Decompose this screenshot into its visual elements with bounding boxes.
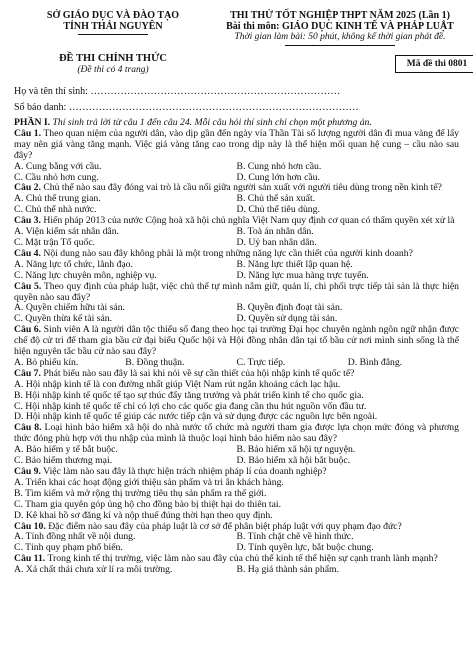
answer-option: D. Bình đẳng.: [347, 356, 403, 368]
question-text: Theo quan niệm của người dân, vào dịp gần đến ngày vía Thần Tài số lượng người dân đi mua vàng để lấy may nên giá vàng tăng mạnh. Việc giá vàng tăng cao trong dịp này là thể hiện mối quan hệ cung – cầu nào sau đây?: [14, 127, 459, 161]
answer-option: A. Quyền chiếm hữu tài sản.: [14, 302, 125, 314]
exam-time: Thời gian làm bài: 50 phút, không kể thời gian phát đề.: [234, 32, 446, 42]
question-8: [14, 423, 459, 467]
question-10: [14, 522, 459, 555]
question-number: Câu 8.: [14, 422, 42, 434]
question-9: [14, 467, 459, 522]
question-number: Câu 7.: [14, 367, 41, 379]
answer-option: D. Bảo hiểm xã hội bắt buộc.: [236, 455, 351, 467]
question-7: [14, 369, 459, 424]
exam-header: [14, 0, 468, 86]
question-5: [14, 282, 459, 326]
header-left: [28, 10, 198, 76]
answer-option: A. Chủ thể trung gian.: [14, 193, 101, 205]
header-left-divider: [78, 34, 148, 35]
department-name: SỞ GIÁO DỤC VÀ ĐÀO TẠO: [46, 10, 180, 21]
question-number: Câu 11.: [14, 553, 46, 565]
answer-option: C. Tham gia quyên góp ủng hộ cho đồng bào bị thiệt hại do thiên tai.: [14, 498, 281, 510]
answer-option: D. Hội nhập kinh tế quốc tế giúp các nước tiếp cận và sử dụng được các nguồn lực bên ngoài.: [14, 411, 378, 423]
page-count: (Đề thi có 4 trang): [77, 65, 149, 75]
answer-option: B. Hạ giá thành sản phẩm.: [236, 564, 340, 576]
question-text: Việc làm nào sau đây là thực hiện trách nhiệm pháp lí của doanh nghiệp?: [40, 466, 327, 477]
question-11: [14, 554, 459, 576]
answer-option: B. Bảo hiểm xã hội tự nguyện.: [236, 444, 356, 456]
answer-option: A. Năng lực tổ chức, lãnh đạo.: [14, 258, 133, 270]
answer-option: C. Hội nhập kinh tế quốc tế chỉ có lợi cho các quốc gia đang cần thu hút nguồn vốn đầu tư.: [14, 400, 367, 412]
question-text: Loại hình bảo hiểm xã hội do nhà nước tổ chức mà người tham gia được lựa chọn mức đóng và phương thức đóng phù hợp với thu nhập của mình là thuộc loại hình bảo hiểm nào sau đây?: [14, 422, 459, 445]
question-number: Câu 6.: [14, 324, 42, 336]
answer-option: D. Uỷ ban nhân dân.: [236, 236, 317, 248]
answer-option: A. Xả chất thải chưa xử lí ra môi trường.: [14, 564, 173, 576]
answer-option: D. Chủ thể tiêu dùng.: [236, 204, 320, 216]
question-text: Phát biểu nào sau đây là sai khi nói về sự cần thiết của hội nhập kinh tế quốc tế?: [40, 367, 355, 379]
candidate-name-line: Họ và tên thí sinh: …………………………………………………………………: [14, 86, 341, 97]
question-text: Nội dung nào sau đây không phải là một trong những năng lực cần thiết của người kinh doanh?: [40, 247, 413, 259]
answer-options-row: [14, 162, 459, 173]
answer-option: B. Đồng thuận.: [125, 356, 185, 368]
question-number: Câu 3.: [14, 215, 41, 227]
answer-option: C. Năng lực chuyên môn, nghiệp vụ.: [14, 269, 157, 281]
answer-option: B. Cung nhỏ hơn cầu.: [236, 160, 322, 172]
question-stem: [14, 423, 459, 445]
answer-option: D. Tính quyền lực, bắt buộc chung.: [236, 542, 374, 554]
question-text: Hiến pháp 2013 của nước Cộng hoà xã hội chủ nghĩa Việt Nam quy định cơ quan có thẩm quyền xét xử là: [40, 215, 455, 227]
question-number: Câu 10.: [14, 520, 46, 532]
answer-option: D. Năng lực mua hàng trực tuyến.: [236, 269, 369, 281]
question-list: [14, 129, 459, 576]
candidate-id-line: Số báo danh: ……………………………………………………………………………: [14, 102, 359, 113]
answer-option: B. Hội nhập kinh tế quốc tế tạo sự thúc đẩy tăng trưởng và phát triển kinh tế cho quốc gia.: [14, 389, 364, 401]
answer-option: A. Triển khai các hoạt động giới thiệu sản phẩm và tri ân khách hàng.: [14, 476, 284, 488]
question-4: [14, 249, 459, 282]
answer-option: C. Cầu nhỏ hơn cung.: [14, 171, 99, 183]
question-text: Đặc điểm nào sau đây của pháp luật là cơ sở để phân biệt pháp luật với quy phạm đạo đức?: [45, 520, 402, 532]
answer-option: B. Năng lực thiết lập quan hệ.: [236, 258, 353, 270]
questions-section: [14, 118, 459, 576]
answer-option: C. Chủ thể nhà nước.: [14, 204, 97, 216]
header-right-divider: [285, 45, 395, 46]
answer-option: B. Quyền định đoạt tài sản.: [236, 302, 343, 314]
answer-option: B. Chủ thể sản xuất.: [236, 193, 316, 205]
answer-option: B. Toà án nhân dân.: [236, 226, 314, 238]
question-3: [14, 216, 459, 249]
answer-option: B. Tính chặt chẽ về hình thức.: [236, 531, 354, 543]
question-number: Câu 9.: [14, 466, 41, 477]
exam-code-box: Mã đề thi 0801: [395, 55, 473, 73]
question-6: [14, 325, 459, 369]
answer-option: C. Mặt trận Tổ quốc.: [14, 236, 96, 248]
answer-option: C. Tính quy phạm phổ biến.: [14, 542, 123, 554]
question-text: Sinh viên A là người dân tộc thiểu số đang theo học tại trường Đại học chuyên ngành ngôn ngữ nhận được chế độ cử tri để tham gia bầu cử đại biểu Quốc hội và Hội đồng nhân dân tại tổ bầu cử nơi mình sinh sống là thể hiện nguyên tắc bầu cử nào sau đây?: [14, 324, 459, 358]
question-text: Trong kinh tế thị trường, việc làm nào sau đây của chủ thể kinh tế thể hiện sự cạnh tranh lành mạnh?: [45, 553, 438, 565]
answer-option: D. Kê khai hồ sơ đăng kí và nộp thuế đúng thời hạn theo quy định.: [14, 509, 273, 521]
answer-option: C. Trực tiếp.: [236, 356, 286, 368]
question-text: Chủ thể nào sau đây đóng vai trò là cầu nối giữa người sản xuất với người tiêu dùng trong nền kinh tế?: [40, 182, 442, 194]
question-1: [14, 129, 459, 184]
answer-option: B. Tìm kiếm và mở rộng thị trường tiêu thụ sản phẩm ra thế giới.: [14, 487, 267, 499]
part-description: Thí sinh trả lời từ câu 1 đến câu 24. Mỗi câu hỏi thí sinh chỉ chọn một phương án.: [50, 117, 372, 128]
answer-option: D. Quyền sử dụng tài sản.: [236, 313, 338, 325]
answer-options-row: [14, 565, 459, 576]
answer-option: A. Tính đồng nhất về nội dung.: [14, 531, 136, 543]
answer-option: C. Quyền thừa kế tài sản.: [14, 313, 113, 325]
question-number: Câu 4.: [14, 247, 41, 259]
official-label: ĐỀ THI CHÍNH THỨC: [58, 53, 168, 64]
answer-options: [14, 380, 459, 424]
question-number: Câu 5.: [14, 280, 42, 292]
answer-options: [14, 478, 459, 522]
answer-option: A. Hội nhập kinh tế là con đường nhất giúp Việt Nam rút ngắn khoảng cách lạc hậu.: [14, 378, 341, 390]
province-name: TỈNH THÁI NGUYÊN: [63, 21, 163, 32]
header-right: [200, 10, 473, 46]
candidate-info: [14, 86, 459, 118]
question-number: Câu 2.: [14, 182, 41, 194]
question-stem: [14, 325, 459, 358]
answer-option: A. Bảo hiểm y tế bắt buộc.: [14, 444, 118, 456]
answer-option: C. Bảo hiểm thương mại.: [14, 455, 113, 467]
question-2: [14, 183, 459, 216]
answer-option: A. Viện kiểm sát nhân dân.: [14, 226, 119, 238]
question-stem: [14, 282, 459, 304]
answer-option: A. Bỏ phiếu kín.: [14, 356, 79, 368]
answer-option: A. Cung bằng với cầu.: [14, 160, 102, 172]
exam-subject: Bài thi môn: GIÁO DỤC KINH TẾ VÀ PHÁP LUẬT: [226, 21, 454, 32]
question-text: Theo quy định của pháp luật, việc chủ thể tự mình nắm giữ, quản lí, chi phối trực tiếp tài sản là thực hiện quyền nào sau đây?: [14, 280, 459, 303]
part-title: PHẦN I.: [14, 117, 51, 128]
question-stem: [14, 129, 459, 162]
question-number: Câu 1.: [14, 127, 42, 139]
answer-option: D. Cung lớn hơn cầu.: [236, 171, 320, 183]
exam-title: THI THỬ TỐT NGHIỆP THPT NĂM 2025 (Lần 1): [230, 10, 450, 21]
